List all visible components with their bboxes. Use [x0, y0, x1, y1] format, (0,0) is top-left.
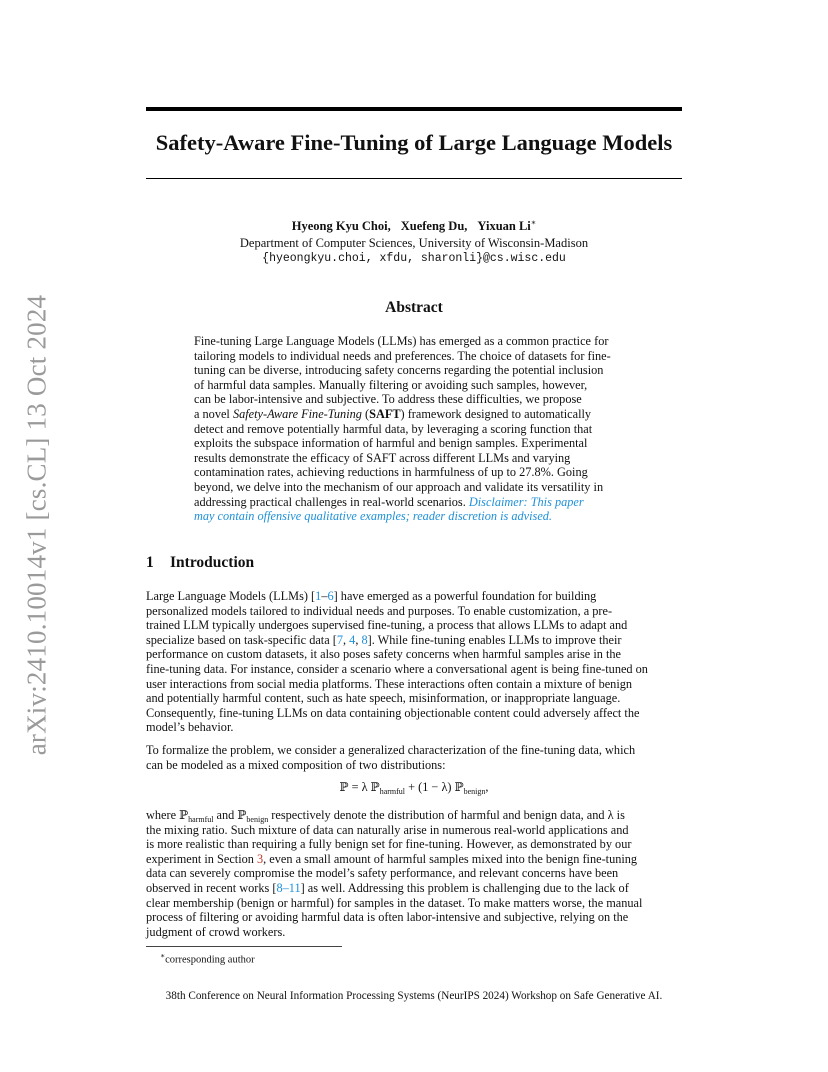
title-bottom-rule [146, 178, 682, 179]
citation-link[interactable]: 6 [327, 589, 334, 603]
abstract-line: can be labor-intensive and subjective. To address these difficulties, we propose [194, 392, 582, 407]
title-top-rule [146, 107, 682, 111]
paragraph-line: the mixing ratio. Such mixture of data can naturally arise in numerous real-world applications and [146, 822, 629, 837]
disclaimer-text: Disclaimer: This paper [468, 494, 584, 509]
abstract-line: exploits the subspace information of harmful and benign samples. Experimental [194, 436, 588, 451]
abstract-line: contamination rates, achieving reductions in harmfulness of up to 27.8%. Going [194, 465, 588, 480]
section-reference-link[interactable]: 3 [256, 851, 264, 866]
paragraph-line: personalized models tailored to individual needs and purposes. To enable customization, a pre- [146, 603, 613, 618]
paragraph-line: judgment of crowd workers. [146, 924, 286, 939]
footnote-rule [146, 946, 342, 947]
paragraph-line: is more realistic than requiring a fully benign set for fine-tuning. However, as demonstrated by our [146, 837, 632, 852]
author-names [146, 215, 682, 235]
paragraph-line: experiment in Section 3, even a small amount of harmful samples mixed into the benign fine-tuning [146, 851, 638, 866]
paragraph-line: clear membership (benign or harmful) for samples in the dataset. To make matters worse, the manual [146, 895, 643, 910]
paragraph-line: observed in recent works [8–11] as well. Addressing this problem is challenging due to the lack of [146, 880, 629, 895]
arxiv-id-text: arXiv:2410.10014v1 [cs.CL] 13 Oct 2024 [21, 294, 52, 756]
footnote-text: corresponding author [165, 954, 255, 966]
paragraph-line: To formalize the problem, we consider a generalized characterization of the fine-tuning data, which [146, 743, 636, 757]
abstract-line: tailoring models to individual needs and preferences. The choice of datasets for fine- [194, 348, 611, 363]
section-heading-introduction [146, 554, 254, 572]
citation-link[interactable]: 4 [349, 632, 356, 647]
author-name: Xuefeng Du, [400, 219, 468, 234]
section-title: Introduction [170, 554, 255, 571]
affiliation: Department of Computer Sciences, University of Wisconsin-Madison [239, 235, 589, 250]
mixture-equation: ℙ = λ ℙ$_{harmful}$ + (1 − λ) ℙ$_{benign}$, [339, 780, 489, 796]
conference-note: 38th Conference on Neural Information Processing Systems (NeurIPS 2024) Workshop on Safe Generative AI. [165, 990, 663, 1002]
paragraph-line: can be modeled as a mixed composition of two distributions: [146, 757, 446, 772]
paragraph-line: Consequently, fine-tuning LLMs on data containing objectionable content could adversely affect the [146, 705, 640, 720]
author-name: Yixuan Li [477, 219, 531, 234]
abstract-line: results demonstrate the efficacy of SAFT across different LLMs and varying [194, 450, 571, 465]
paragraph-line: and potentially harmful content, such as hate speech, misinformation, or inappropriate language. [146, 691, 621, 706]
paragraph-line: fine-tuning data. For instance, consider a scenario where a conversational agent is being fine-tuned on [146, 661, 648, 676]
abstract-line: addressing practical challenges in real-world scenarios. Disclaimer: This paper [194, 494, 584, 509]
intro-paragraph-1 [146, 589, 682, 735]
author-block [146, 215, 682, 268]
intro-paragraph-3 [146, 808, 682, 939]
paragraph-line: user interactions from social media platforms. These interactions often contain a mixture of benign [146, 676, 633, 691]
intro-paragraph-2 [146, 743, 682, 772]
footnote-mark: ∗ [160, 951, 166, 960]
citation-link[interactable]: 7 [336, 632, 344, 647]
abstract-line: of harmful data samples. Manually filtering or avoiding such samples, however, [194, 377, 588, 392]
paragraph-line: process of filtering or avoiding harmful data is often labor-intensive and subjective, relying on the [146, 910, 629, 925]
paragraph-line: specialize based on task-specific data [7, 4, 8]. While fine-tuning enables LLMs to improve their [146, 632, 622, 647]
paragraph-line: data can severely compromise the model’s safety performance, and relevant concerns have been [146, 866, 619, 881]
abstract-heading: Abstract [385, 299, 443, 316]
abstract-line: detect and remove potentially harmful data, by leveraging a scoring function that [194, 421, 593, 436]
abstract-line: tuning can be diverse, introducing safety concerns regarding the potential inclusion [194, 363, 604, 378]
citation-link[interactable]: 11 [288, 880, 301, 895]
method-name: Safety-Aware Fine-Tuning [232, 406, 362, 421]
arxiv-identifier-stamp [22, 290, 52, 760]
abstract-line: a novel Safety-Aware Fine-Tuning (SAFT) framework designed to automatically [194, 406, 592, 421]
corresponding-mark: ∗ [530, 218, 537, 227]
paragraph-line: Large Language Models (LLMs) [1–6] have emerged as a powerful foundation for building [146, 589, 597, 603]
paper-title: Safety-Aware Fine-Tuning of Large Language Models [155, 130, 673, 155]
paragraph-line: trained LLM typically undergoes supervised fine-tuning, a process that allows LLMs to adapt and [146, 618, 628, 633]
footnote [160, 951, 255, 966]
paragraph-line: performance on custom datasets, it also poses safety concerns when harmful samples arise in the [146, 647, 621, 662]
citation-link[interactable]: 8 [276, 880, 283, 895]
abstract-line: beyond, we delve into the mechanism of our approach and validate its versatility in [194, 479, 604, 494]
method-acronym: SAFT [369, 406, 401, 421]
disclaimer-text: may contain offensive qualitative examples; reader discretion is advised. [194, 509, 553, 524]
paragraph-line: model’s behavior. [146, 720, 234, 735]
abstract-line: Fine-tuning Large Language Models (LLMs) has emerged as a common practice for [194, 334, 609, 348]
abstract-line [194, 509, 635, 524]
section-number: 1 [146, 554, 154, 571]
citation-link[interactable]: 8 [361, 632, 368, 647]
author-name: Hyeong Kyu Choi, [291, 219, 391, 234]
paragraph-line: where ℙ$_{harmful}$ and ℙ$_{benign}$ respectively denote the distribution of harmful and benign data, and λ is [146, 808, 625, 824]
abstract-body [194, 334, 635, 524]
author-emails: {hyeongkyu.choi, xfdu, sharonli}@cs.wisc.edu [262, 252, 566, 266]
citation-link[interactable]: 1 [315, 589, 322, 603]
